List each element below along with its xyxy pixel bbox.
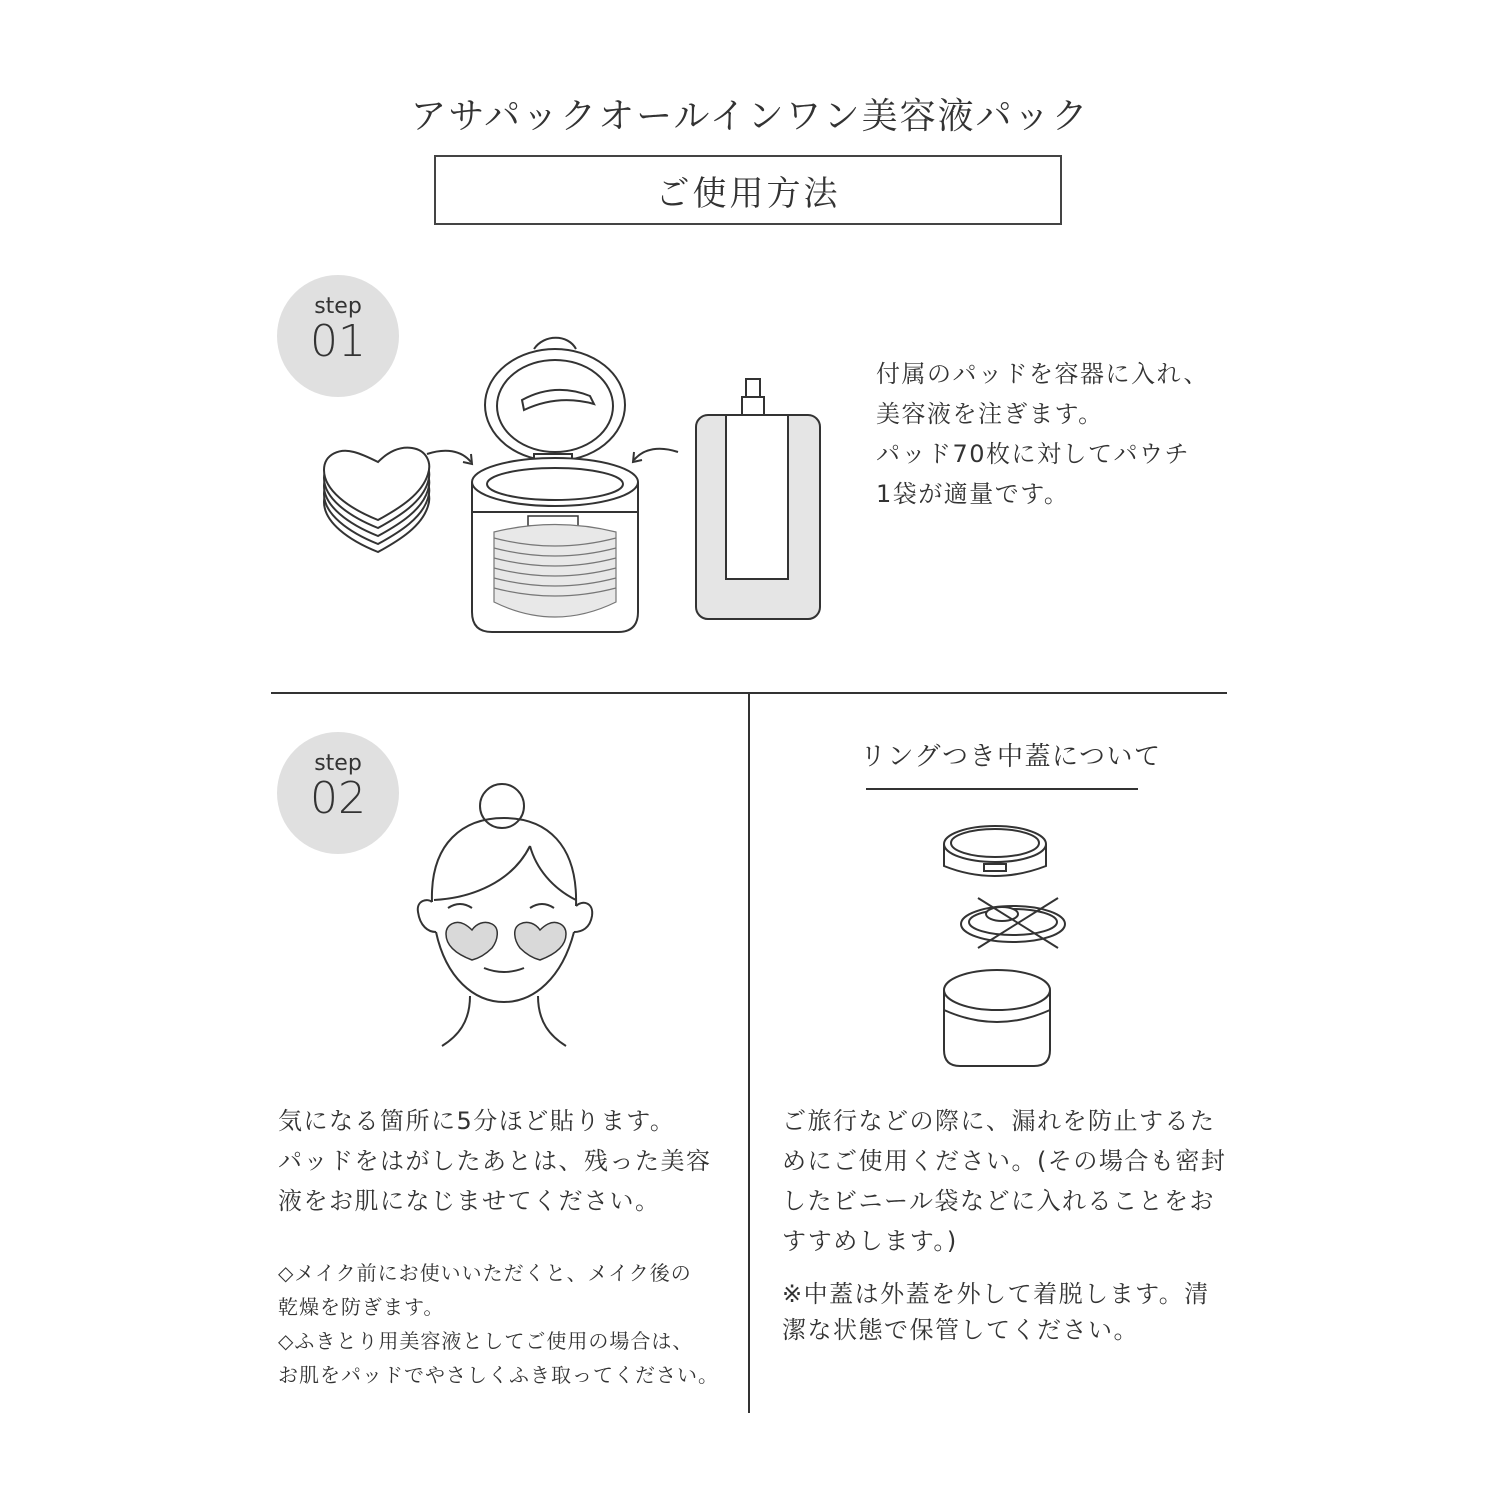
- text-line: すすめします。): [782, 1227, 958, 1255]
- step-02-description: [278, 1101, 712, 1221]
- face-with-pads-icon: [412, 782, 598, 1048]
- step-number: 02: [310, 773, 366, 824]
- arrow-left-icon: [628, 446, 680, 468]
- step-01-badge: [277, 275, 399, 397]
- step-02-notes: [278, 1256, 719, 1392]
- pouch-icon: [694, 377, 822, 621]
- text-line: パッドをはがしたあとは、残った美容: [278, 1147, 712, 1175]
- text-line: したビニール袋などに入れることをお: [782, 1187, 1216, 1215]
- jar-parts-icon: [940, 820, 1080, 1070]
- note-line: お肌をパッドでやさしくふき取ってください。: [278, 1363, 719, 1387]
- text-line: 液をお肌になじませてください。: [278, 1187, 661, 1215]
- jar-open-icon: [470, 332, 640, 642]
- step-02-badge: [277, 732, 399, 854]
- text-line: めにご使用ください。(その場合も密封: [782, 1147, 1227, 1175]
- ring-lid-note: [782, 1276, 1210, 1348]
- heading-underline: [866, 788, 1138, 790]
- pad-stack-icon: [318, 440, 438, 560]
- section-title: ご使用方法: [655, 173, 841, 214]
- text-line: ご旅行などの際に、漏れを防止するた: [782, 1107, 1216, 1135]
- text-line: ※中蓋は外蓋を外して着脱します。清: [782, 1280, 1210, 1308]
- step-number: 01: [310, 316, 366, 367]
- text-line: 付属のパッドを容器に入れ、: [876, 360, 1209, 388]
- page-title: アサパックオールインワン美容液パック: [410, 96, 1090, 137]
- note-line: ◇メイク前にお使いいただくと、メイク後の: [278, 1261, 692, 1285]
- text-line: 潔な状態で保管してください。: [782, 1316, 1139, 1344]
- ring-lid-heading: リングつき中蓋について: [860, 742, 1162, 772]
- ring-lid-description: [782, 1101, 1226, 1261]
- vertical-divider: [748, 693, 750, 1413]
- note-line: ◇ふきとり用美容液としてご使用の場合は、: [278, 1329, 694, 1353]
- text-line: 1袋が適量です。: [876, 480, 1070, 508]
- step-label: step: [314, 751, 362, 776]
- note-line: 乾燥を防ぎます。: [278, 1295, 445, 1319]
- step-01-description: [876, 354, 1209, 514]
- text-line: 気になる箇所に5分ほど貼ります。: [278, 1107, 676, 1135]
- text-line: 美容液を注ぎます。: [876, 400, 1104, 428]
- step-label: step: [314, 294, 362, 319]
- section-title-box: [434, 155, 1062, 225]
- text-line: パッド70枚に対してパウチ: [876, 440, 1191, 468]
